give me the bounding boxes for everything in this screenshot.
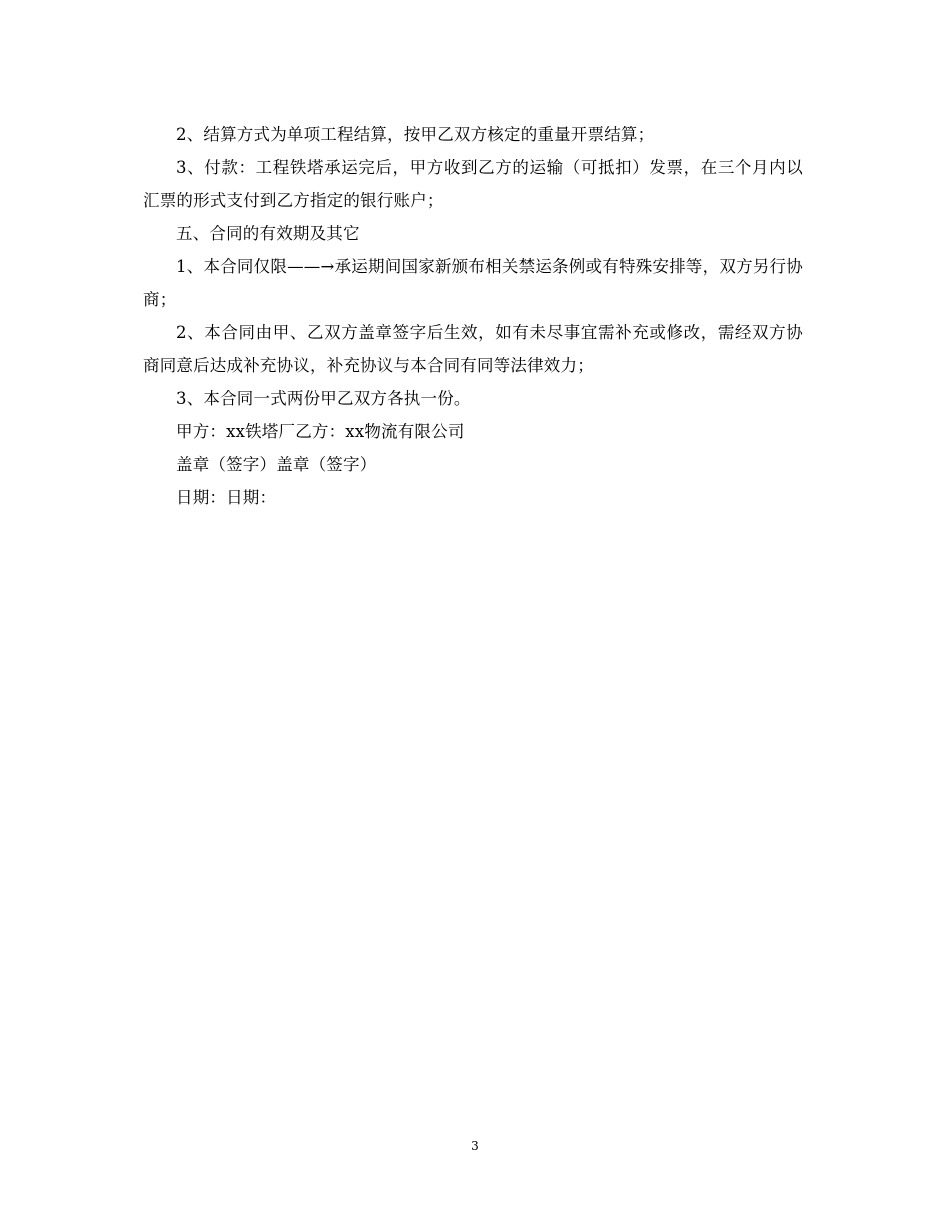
paragraph-copies: 3、本合同一式两份甲乙双方各执一份。 bbox=[176, 389, 471, 408]
page-number: 3 bbox=[471, 1139, 479, 1153]
document-body bbox=[143, 118, 803, 514]
signature-parties: 甲方：xx铁塔厂乙方：xx物流有限公司 bbox=[176, 422, 465, 441]
paragraph-effectiveness: 2、本合同由甲、乙双方盖章签字后生效，如有未尽事宜需补充或修改，需经双方协商同意后达成补充协议，补充协议与本合同有同等法律效力； bbox=[143, 323, 803, 375]
section-heading-validity: 五、合同的有效期及其它 bbox=[176, 224, 360, 243]
paragraph-contract-scope: 1、本合同仅限——→承运期间国家新颁布相关禁运条例或有特殊安排等，双方另行协商； bbox=[143, 257, 803, 309]
paragraph-settlement-method: 2、结算方式为单项工程结算，按甲乙双方核定的重量开票结算； bbox=[176, 125, 655, 144]
signature-seal-line: 盖章（签字）盖章（签字） bbox=[176, 455, 377, 474]
paragraph-payment: 3、付款：工程铁塔承运完后，甲方收到乙方的运输（可抵扣）发票，在三个月内以汇票的形式支付到乙方指定的银行账户； bbox=[143, 158, 803, 210]
signature-date-line: 日期：日期： bbox=[176, 488, 277, 507]
